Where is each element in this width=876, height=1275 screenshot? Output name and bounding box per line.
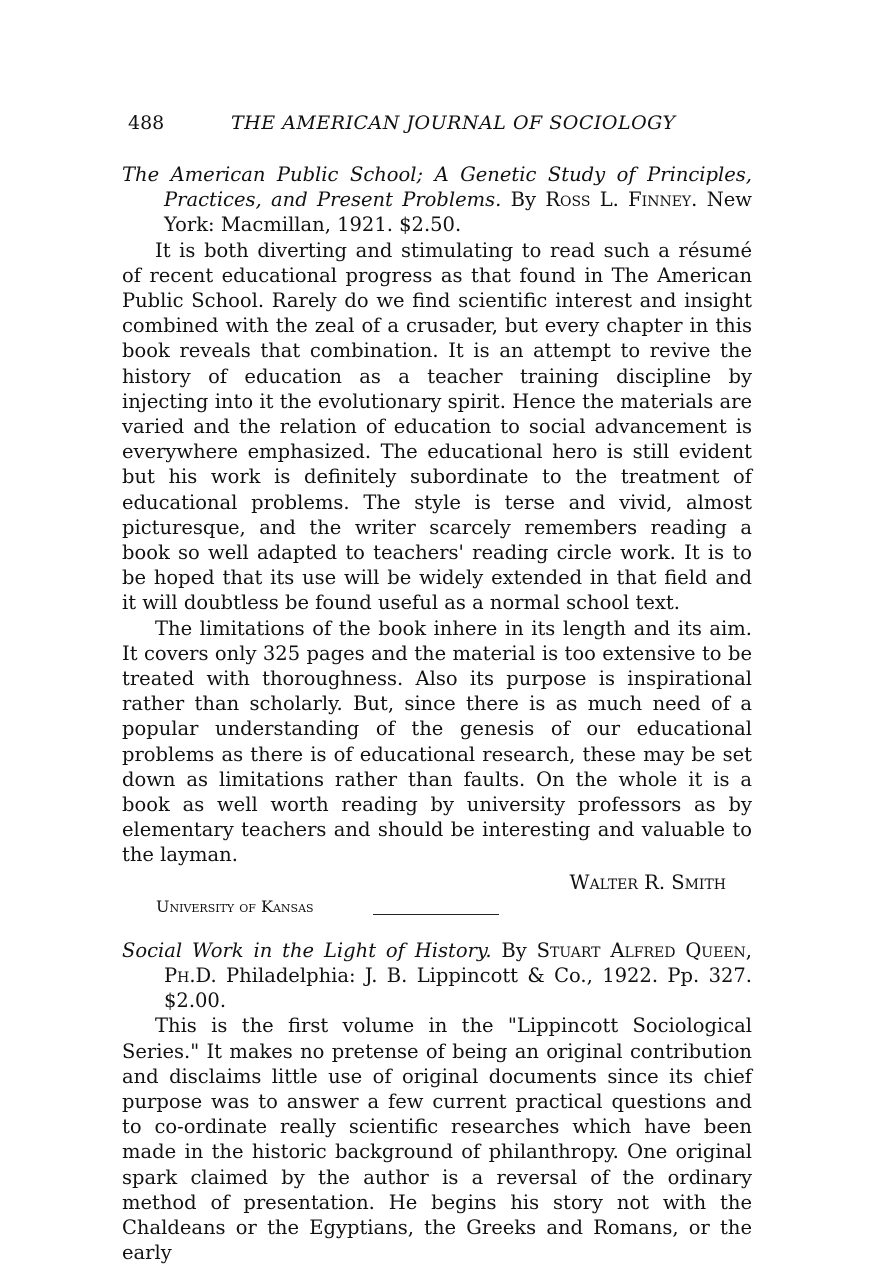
reviewer-affiliation: University of Kansas bbox=[156, 896, 314, 916]
review-citation bbox=[122, 162, 752, 238]
review-paragraph: It is both diverting and stimulating to read such a résumé of recent educational progress as that found in The American Public School. Rarely do we find scientific interest and insight combined with the zeal of a crusader, but every chapter in this book reveals that combination. It is an attempt to revive the history of education as a teacher training discipline by injecting into it the evolutionary spirit. Hence the materials are varied and the relation of education to social advancement is everywhere emphasized. The educational hero is still evident but his work is definitely subordinate to the treatment of educational problems. The style is terse and vivid, almost picturesque, and the writer scarcely remembers reading a book so well adapted to teachers' reading circle work. It is to be hoped that its use will be widely extended in that field and it will doubtless be found useful as a normal school text. bbox=[122, 238, 752, 615]
publication-info: Philadelphia: J. B. Lippincott & Co., 1922. Pp. 327. $2.00. bbox=[164, 963, 752, 1013]
review-signature bbox=[122, 868, 752, 916]
page-number: 488 bbox=[128, 112, 165, 134]
book-author: Ross L. Finney. bbox=[545, 188, 698, 212]
book-title: The American Public School; A Genetic Study of Principles, Practices, and Present Problems. bbox=[122, 163, 752, 212]
journal-page bbox=[122, 112, 752, 1265]
reviewer-name: Walter R. Smith bbox=[569, 870, 726, 894]
review-paragraph: The limitations of the book inhere in its length and its aim. It covers only 325 pages and the material is too extensive to be treated with thoroughness. Also its purpose is inspirational rather than scholarly. But, since there is as much need of a popular understanding of the genesis of our educational problems as there is of educational research, these may be set down as limitations rather than faults. On the whole it is a book as well worth reading by university professors as by elementary teachers and should be interesting and valuable to the layman. bbox=[122, 616, 752, 867]
by-word: By bbox=[491, 938, 537, 962]
book-review-social-work bbox=[122, 938, 752, 1266]
journal-title: THE AMERICAN JOURNAL OF SOCIOLOGY bbox=[231, 112, 676, 134]
book-author: Stuart Alfred Queen, Ph.D. bbox=[164, 938, 752, 987]
book-review-american-public-school bbox=[122, 162, 752, 916]
review-paragraph: This is the first volume in the "Lippincott Sociological Series." It makes no pretense of being an original contribution and disclaims little use of original documents since its chief purpose was to answer a few current practical questions and to co-ordinate really scientific researches which have been made in the historic background of philanthropy. One original spark claimed by the author is a reversal of the ordinary method of presentation. He begins his story not with the Chaldeans or the Egyptians, the Greeks and Romans, or the early bbox=[122, 1014, 752, 1265]
review-citation bbox=[122, 938, 752, 1014]
running-head bbox=[122, 112, 752, 142]
section-divider bbox=[373, 914, 499, 915]
book-title: Social Work in the Light of History. bbox=[122, 938, 492, 962]
publication-info: New York: Macmillan, 1921. $2.50. bbox=[164, 188, 752, 237]
by-word: By bbox=[501, 188, 546, 212]
